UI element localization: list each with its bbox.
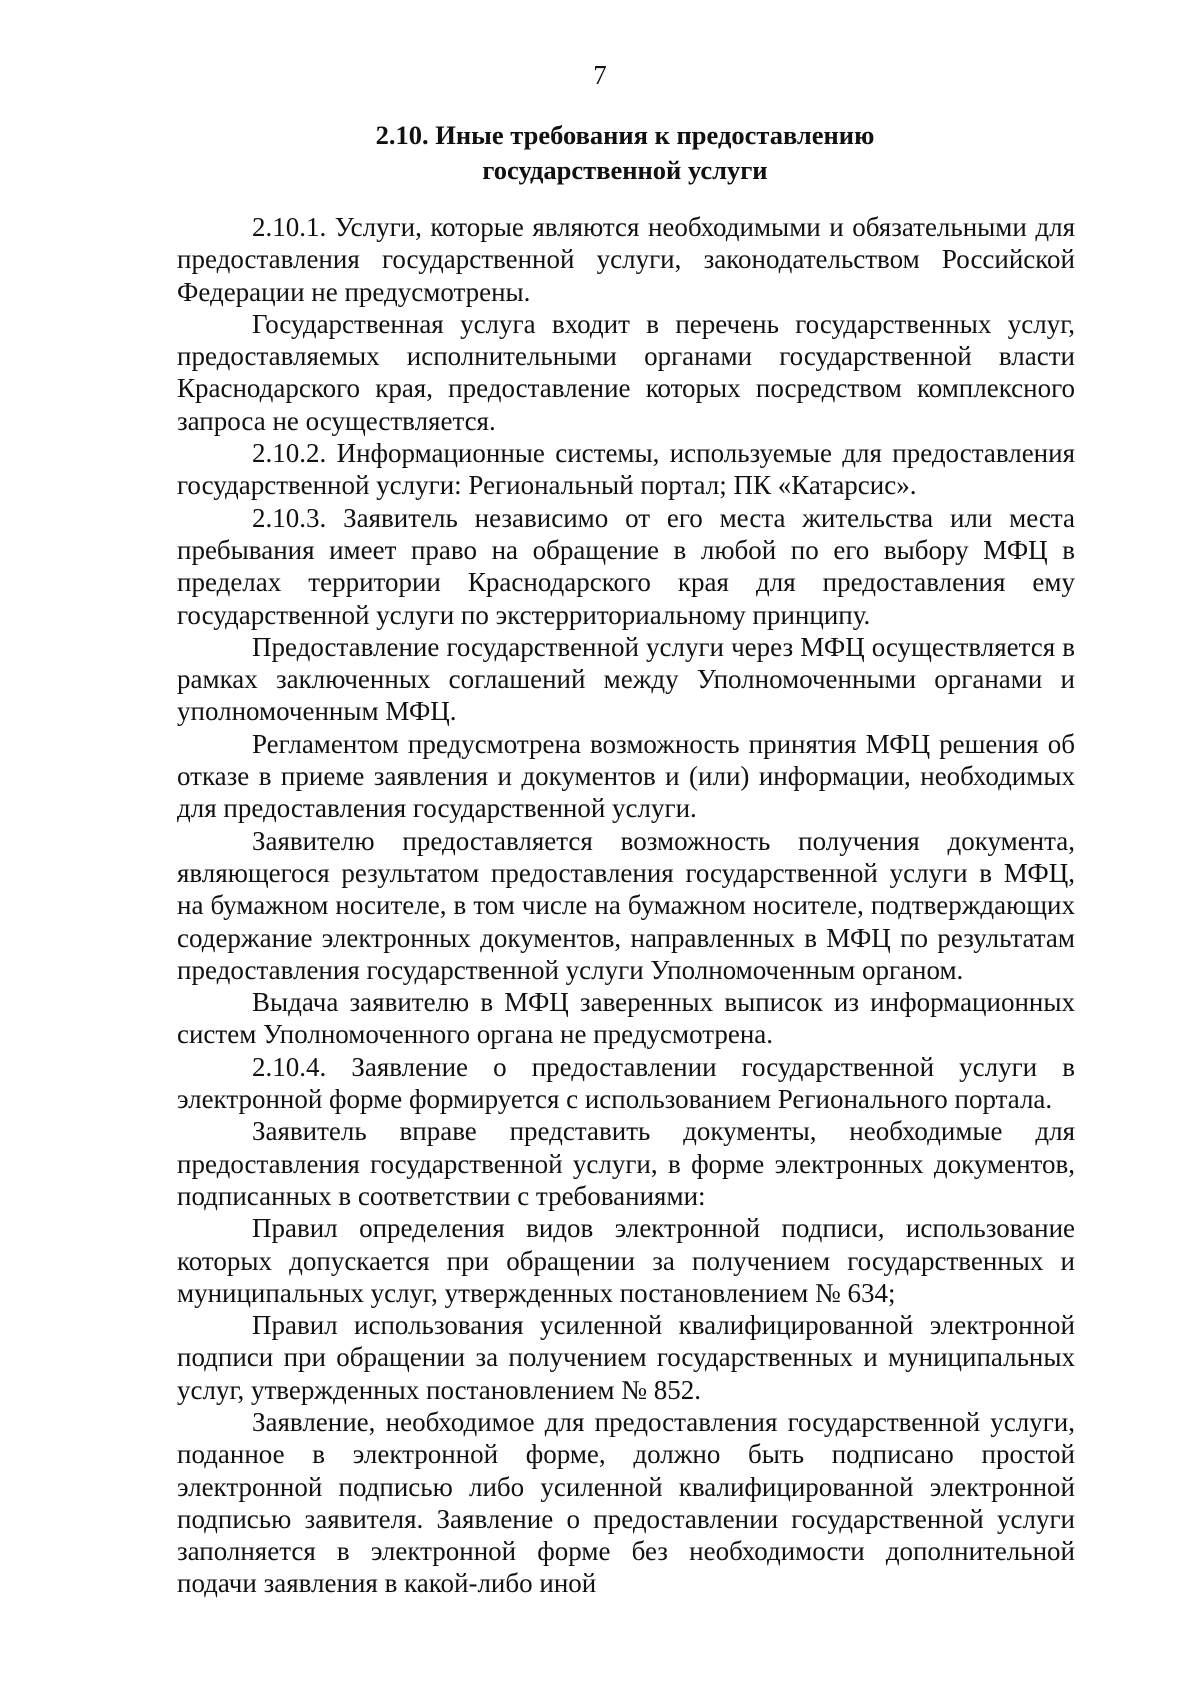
section-title — [175, 118, 1075, 188]
paragraph-electronic-documents: Заявитель вправе представить документы, необходимые для предоставления государственной услуги, в форме электронных документов, подписанных в соответствии с требованиями: — [177, 1116, 1075, 1211]
paragraph-rule-634: Правил определения видов электронной подписи, использование которых допускается при обращении за получением государственных и муниципальных услуг, утвержденных постановлением № 634; — [177, 1213, 1075, 1308]
paragraph-extracts: Выдача заявителю в МФЦ заверенных выписок из информационных систем Уполномоченного органа не предусмотрена. — [177, 987, 1075, 1050]
page-number: 7 — [593, 60, 607, 90]
paragraph-2-10-1: 2.10.1. Услуги, которые являются необходимыми и обязательными для предоставления государственной услуги, законодательством Российской Федерации не предусмотрены. — [177, 212, 1075, 307]
paragraph-paper-document: Заявителю предоставляется возможность получения документа, являющегося результатом предоставления государственной услуги в МФЦ, на бумажном носителе, в том числе на бумажном носителе, подтверждающих содержание электронных документов, направленных в МФЦ по результатам предоставления государственной услуги Уполномоченным органом. — [177, 825, 1075, 985]
paragraph-mfc-refusal: Регламентом предусмотрена возможность принятия МФЦ решения об отказе в приеме заявления и документов и (или) информации, необходимых для предоставления государственной услуги. — [177, 728, 1075, 824]
body-text — [177, 211, 1075, 1600]
paragraph-rule-852: Правил использования усиленной квалифицированной электронной подписи при обращении за получением государственных и муниципальных услуг, утвержденных постановлением № 852. — [177, 1310, 1075, 1405]
paragraph-2-10-3: 2.10.3. Заявитель независимо от его места жительства или места пребывания имеет право на обращение в любой по его выбору МФЦ в пределах территории Краснодарского края для предоставления ему государственной услуги по экстерриториальному принципу. — [177, 502, 1075, 630]
paragraph-complex-request: Государственная услуга входит в перечень государственных услуг, предоставляемых исполнительными органами государственной власти Краснодарского края, предоставление которых посредством комплексного запроса не осуществляется. — [177, 308, 1075, 436]
paragraph-signature: Заявление, необходимое для предоставления государственной услуги, поданное в электронной форме, должно быть подписано простой электронной подписью либо усиленной квалифицированной электронной подписью заявителя. Заявление о предоставлении государственной услуги заполняется в электронной форме без необходимости дополнительной подачи заявления в какой-либо иной — [177, 1406, 1075, 1599]
section-title-line-2: государственной услуги — [482, 155, 768, 185]
paragraph-mfc-agreements: Предоставление государственной услуги через МФЦ осуществляется в рамках заключенных соглашений между Уполномоченными органами и уполномоченным МФЦ. — [177, 631, 1075, 727]
section-title-line-1: 2.10. Иные требования к предоставлению — [375, 120, 875, 150]
paragraph-2-10-4: 2.10.4. Заявление о предоставлении государственной услуги в электронной форме формируется с использованием Регионального портала. — [177, 1051, 1075, 1115]
paragraph-2-10-2: 2.10.2. Информационные системы, используемые для предоставления государственной услуги: Региональный портал; ПК «Катарсис». — [177, 438, 1075, 501]
